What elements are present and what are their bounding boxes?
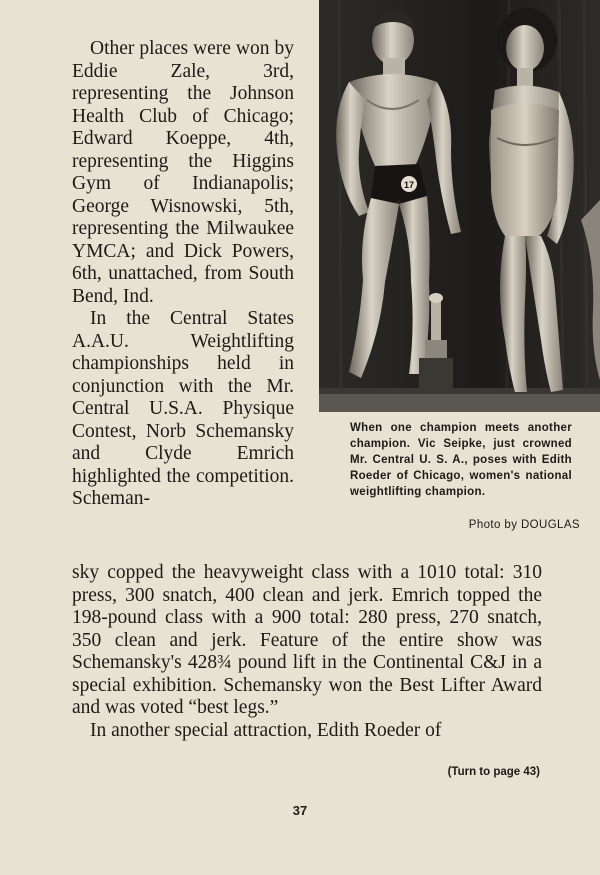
photo-illustration — [319, 0, 600, 412]
photo-caption: When one champion meets another champion. Vic Seipke, just crowned Mr. Central U. S. A., poses with Edith Roeder of Chicago, women's national weightlifting champion. — [350, 422, 572, 498]
article-paragraph: In another special attraction, Edith Roeder of — [90, 719, 442, 741]
article-paragraph: Other places were won by Eddie Zale, 3rd, representing the Johnson Health Club of Chicago; Edward Koeppe, 4th, representing the Higgins Gym of Indianapolis; George Wisnowski, 5th, representing the Milwaukee YMCA; and Dick Powers, 6th, unattached, from South Bend, Ind. — [72, 38, 294, 307]
article-full-width-text — [72, 562, 542, 742]
continued-note: (Turn to page 43) — [447, 766, 540, 778]
article-paragraph: In the Central States A.A.U. Weightlifting championships held in conjunction with the Mr. Central U.S.A. Physique Contest, Norb Schemansky and Clyde Emrich highlighted the competition. Scheman- — [72, 308, 294, 509]
article-paragraph: sky copped the heavyweight class with a 1010 total: 310 press, 300 snatch, 400 clean and jerk. Emrich topped the 198-pound class with a 900 total: 280 press, 270 snatch, 350 clean and jerk. Feature of the entire show was Schemansky's 428¾ pound lift in the Continental C&J in a special exhibition. Schemansky won the Best Lifter Award and was voted “best legs.” — [72, 562, 542, 718]
page-number: 37 — [292, 803, 308, 818]
competitor-number: 17 — [403, 180, 415, 190]
photo-credit: Photo by DOUGLAS — [468, 519, 580, 531]
bodybuilder-photo — [319, 0, 600, 412]
article-column-text — [72, 38, 294, 511]
